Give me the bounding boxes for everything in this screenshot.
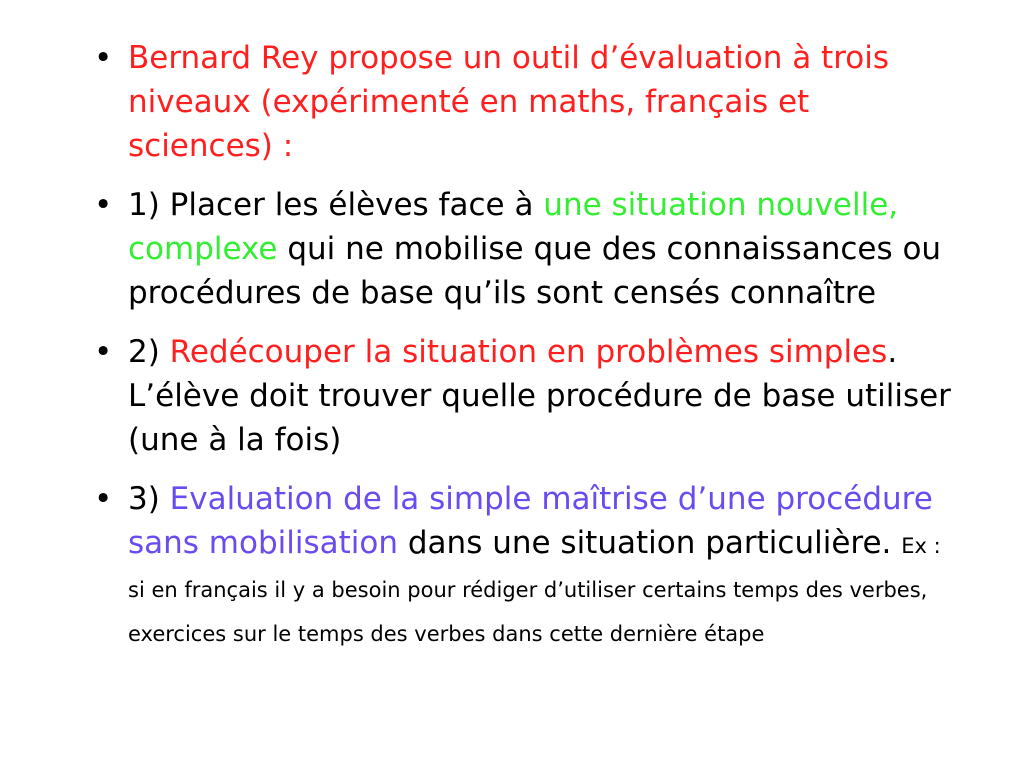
bullet-2-rest: qui ne mobilise que des connaissances ou procédures de base qu’ils sont censés connaître <box>128 231 942 311</box>
bullet-4-example: Ex : si en français il y a besoin pour rédiger d’utiliser certains temps des verbes, exercices sur le temps des verbes dans cette dernière étape <box>128 534 941 646</box>
bullet-dot-icon: • <box>94 40 113 76</box>
bullet-dot-icon: • <box>94 334 113 370</box>
bullet-item-4 <box>90 477 960 653</box>
bullet-3-prefix: 2) <box>128 334 170 370</box>
bullet-item-2 <box>90 183 960 315</box>
bullet-4-prefix: 3) <box>128 481 170 517</box>
bullet-1-text: Bernard Rey propose un outil d’évaluation à trois niveaux (expérimenté en maths, français et sciences) : <box>128 40 889 164</box>
bullet-2-prefix: 1) Placer les élèves face à <box>128 187 544 223</box>
bullet-list <box>90 36 960 668</box>
bullet-dot-icon: • <box>94 481 113 517</box>
bullet-item-3 <box>90 330 960 462</box>
bullet-4-rest: dans une situation particulière. <box>398 525 902 561</box>
bullet-4-highlight: Evaluation de la simple maîtrise d’une procédure sans mobilisation <box>128 481 933 561</box>
bullet-2-highlight: une situation nouvelle, complexe <box>128 187 899 267</box>
bullet-3-rest: . L’élève doit trouver quelle procédure de base utiliser (une à la fois) <box>128 334 951 458</box>
bullet-dot-icon: • <box>94 187 113 223</box>
bullet-item-1 <box>90 36 960 168</box>
bullet-3-highlight: Redécouper la situation en problèmes simples <box>169 334 888 370</box>
